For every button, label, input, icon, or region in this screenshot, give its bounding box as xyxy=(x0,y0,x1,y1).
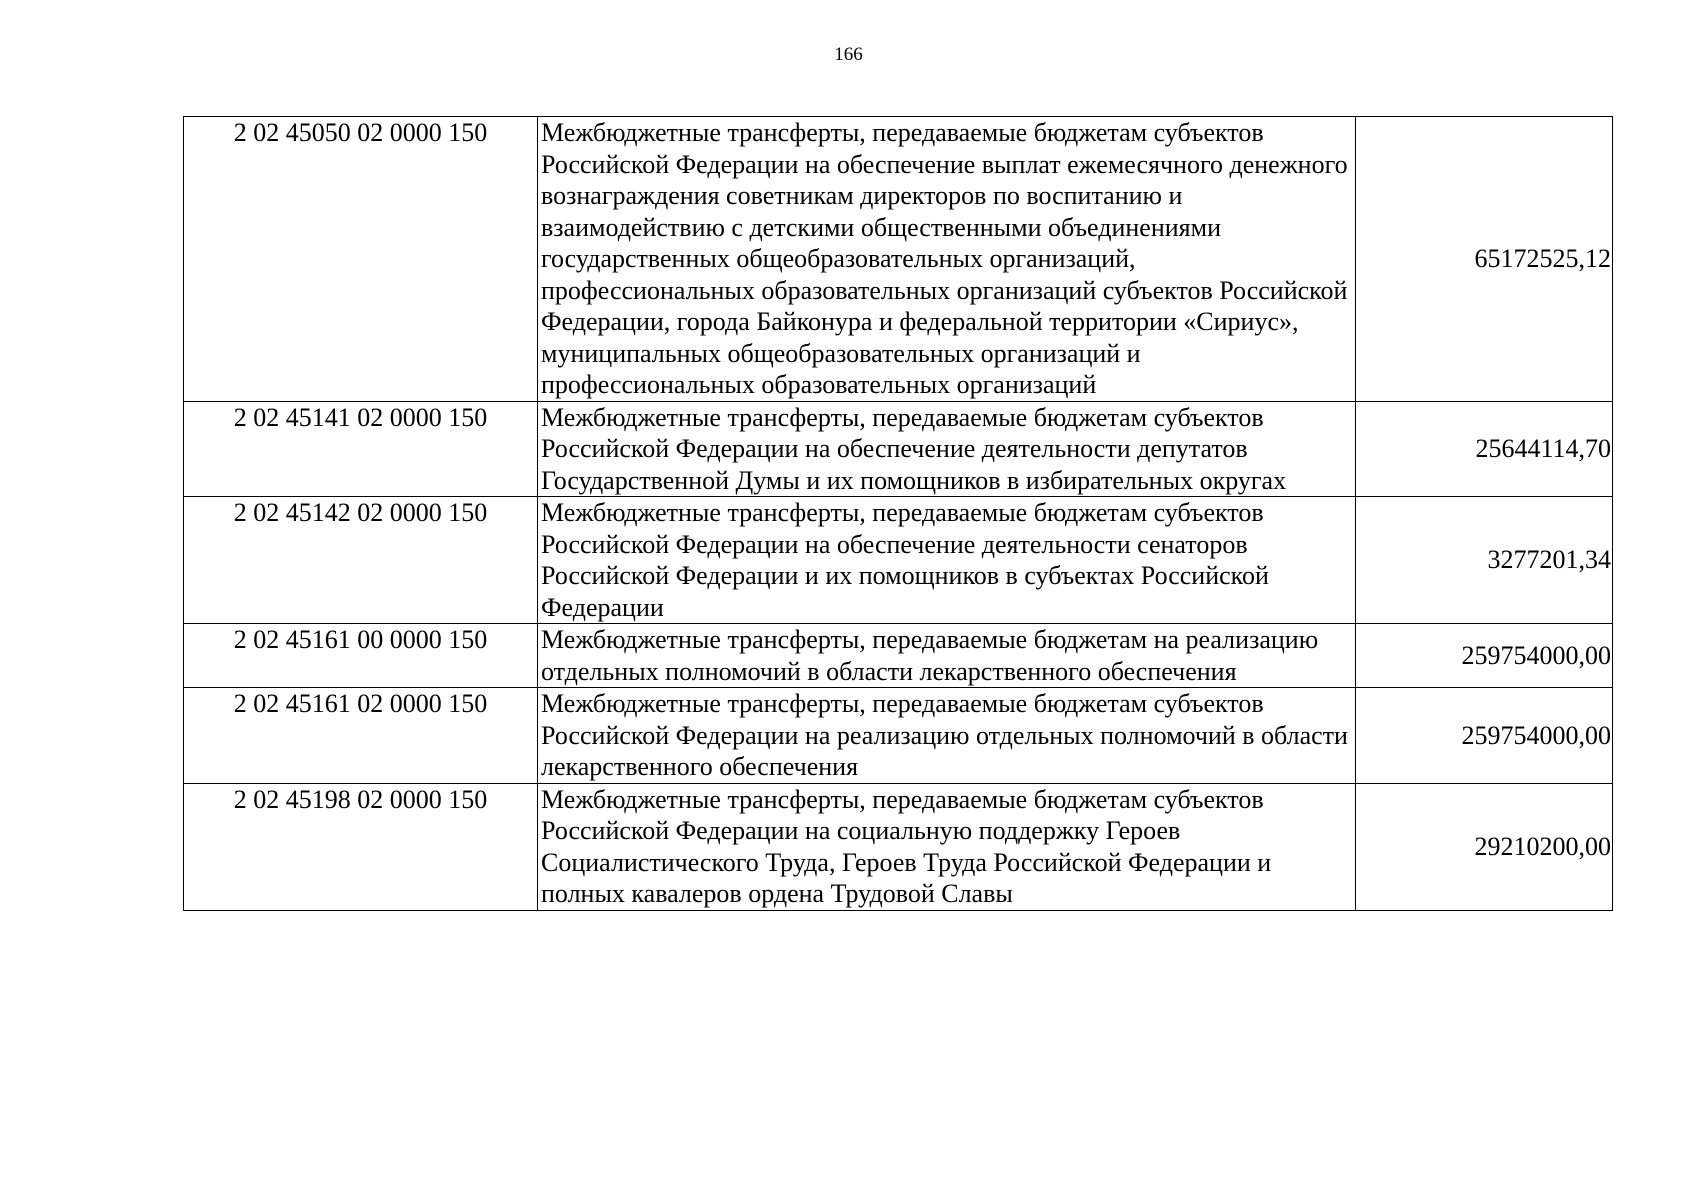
table-row xyxy=(184,783,1613,910)
amount-cell: 3277201,34 xyxy=(1356,497,1613,624)
amount-cell: 259754000,00 xyxy=(1356,688,1613,784)
budget-code-cell: 2 02 45142 02 0000 150 xyxy=(184,497,538,624)
budget-code-cell: 2 02 45161 02 0000 150 xyxy=(184,688,538,784)
description-cell: Межбюджетные трансферты, передаваемые бюджетам субъектов Российской Федерации на обеспечение деятельности депутатов Государственной Думы и их помощников в избирательных округах xyxy=(538,401,1356,497)
table-row xyxy=(184,117,1613,402)
amount-cell: 65172525,12 xyxy=(1356,117,1613,402)
description-cell: Межбюджетные трансферты, передаваемые бюджетам на реализацию отдельных полномочий в области лекарственного обеспечения xyxy=(538,624,1356,688)
amount-cell: 25644114,70 xyxy=(1356,401,1613,497)
budget-table xyxy=(183,116,1613,911)
budget-code-cell: 2 02 45161 00 0000 150 xyxy=(184,624,538,688)
description-cell: Межбюджетные трансферты, передаваемые бюджетам субъектов Российской Федерации на социальную поддержку Героев Социалистического Труда, Героев Труда Российской Федерации и полных кавалеров ордена Трудовой Славы xyxy=(538,783,1356,910)
budget-code-cell: 2 02 45141 02 0000 150 xyxy=(184,401,538,497)
amount-cell: 29210200,00 xyxy=(1356,783,1613,910)
table-row xyxy=(184,401,1613,497)
budget-code-cell: 2 02 45198 02 0000 150 xyxy=(184,783,538,910)
table-row xyxy=(184,688,1613,784)
budget-code-cell: 2 02 45050 02 0000 150 xyxy=(184,117,538,402)
table-row xyxy=(184,497,1613,624)
description-cell: Межбюджетные трансферты, передаваемые бюджетам субъектов Российской Федерации на обеспечение деятельности сенаторов Российской Федерации и их помощников в субъектах Российской Федерации xyxy=(538,497,1356,624)
description-cell: Межбюджетные трансферты, передаваемые бюджетам субъектов Российской Федерации на реализацию отдельных полномочий в области лекарственного обеспечения xyxy=(538,688,1356,784)
table-row xyxy=(184,624,1613,688)
page-number: 166 xyxy=(834,44,863,65)
amount-cell: 259754000,00 xyxy=(1356,624,1613,688)
description-cell: Межбюджетные трансферты, передаваемые бюджетам субъектов Российской Федерации на обеспечение выплат ежемесячного денежного вознаграждения советникам директоров по воспитанию и взаимодействию с детскими общественными объединениями государственных общеобразовательных организаций, профессиональных образовательных организаций субъектов Российской Федерации, города Байконура и федеральной территории «Сириус», муниципальных общеобразовательных организаций и профессиональных образовательных организаций xyxy=(538,117,1356,402)
